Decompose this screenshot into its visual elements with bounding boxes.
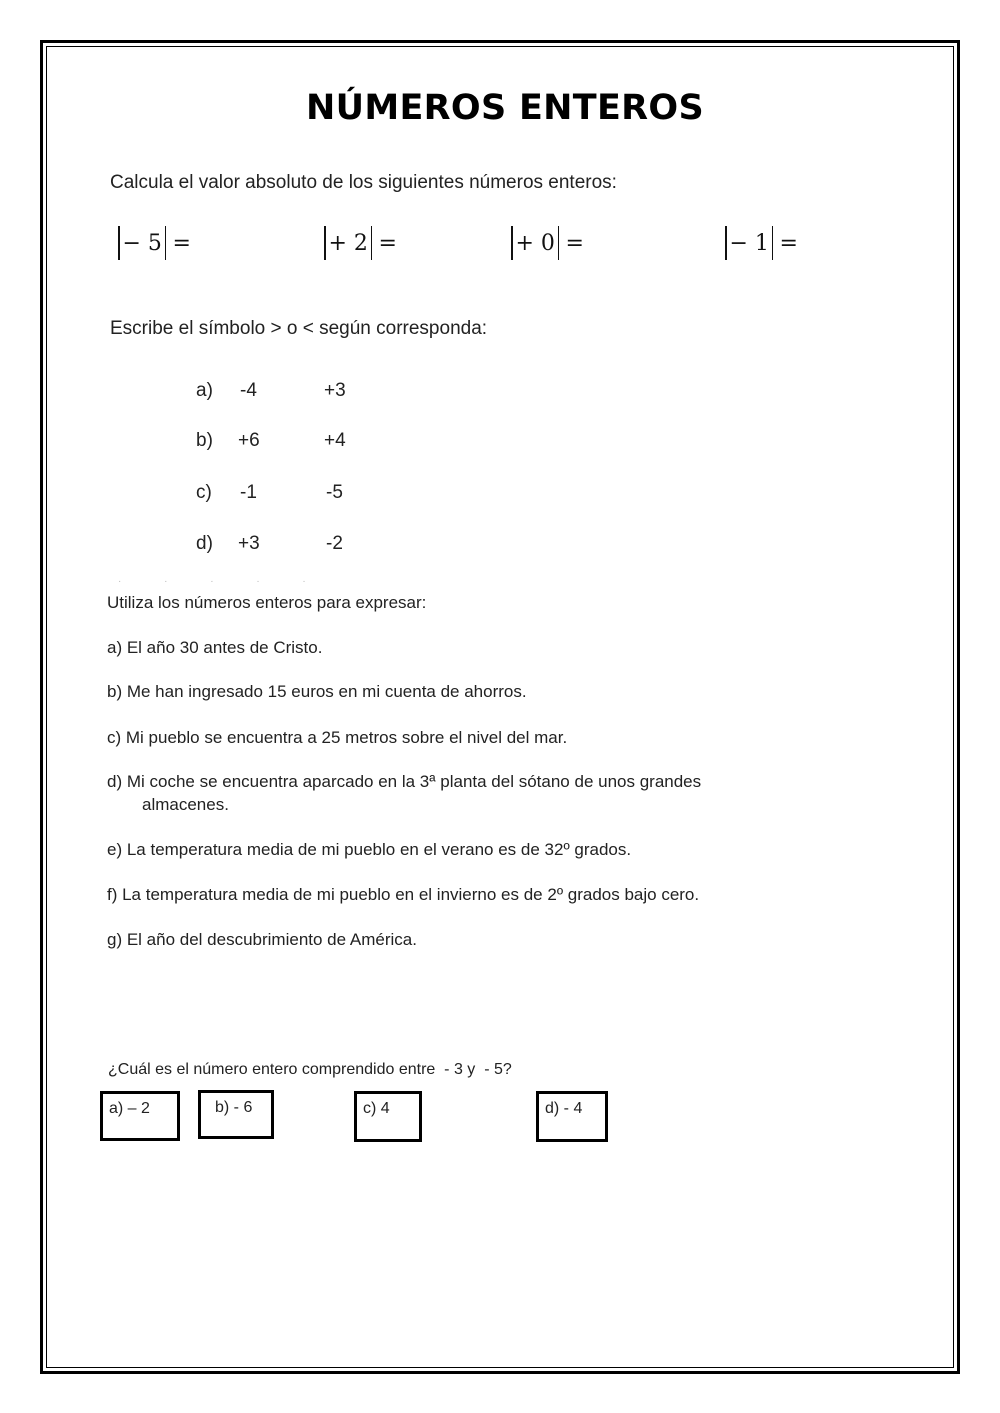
option-d-box[interactable]	[536, 1091, 608, 1142]
compare-right-number: +4	[324, 430, 346, 451]
express-item: d) Mi coche se encuentra aparcado en la 3ª planta del sótano de unos grandes	[107, 772, 702, 791]
express-item: f) La temperatura media de mi pueblo en el invierno es de 2º grados bajo cero.	[107, 885, 700, 904]
scan-artifact: · · · · ·	[118, 576, 326, 587]
express-item: c) Mi pueblo se encuentra a 25 metros sobre el nivel del mar.	[107, 728, 568, 747]
abs-value: + 2	[328, 230, 368, 256]
option-a-box[interactable]	[100, 1091, 180, 1141]
express-item: e) La temperatura media de mi pueblo en el verano es de 32º grados.	[107, 840, 632, 859]
abs-value: − 5	[122, 230, 162, 256]
abs-bar-right	[772, 226, 774, 260]
equals-sign: =	[779, 230, 798, 256]
option-c-box[interactable]	[354, 1091, 422, 1142]
abs-expression-1	[118, 226, 191, 260]
compare-right-number: +3	[324, 380, 346, 401]
compare-label: d)	[196, 533, 213, 554]
express-instruction: Utiliza los números enteros para expresar:	[107, 593, 427, 612]
abs-value: + 0	[515, 230, 555, 256]
option-a-label: a) – 2	[109, 1100, 150, 1117]
compare-left-number: -4	[240, 380, 257, 401]
option-c-label: c) 4	[363, 1100, 390, 1117]
compare-left-number: +3	[238, 533, 260, 554]
abs-expression-2	[324, 226, 397, 260]
option-b-box[interactable]	[198, 1090, 274, 1139]
express-item: g) El año del descubrimiento de América.	[107, 930, 417, 949]
abs-expression-4	[725, 226, 798, 260]
compare-right-number: -5	[326, 482, 343, 503]
page-title: NÚMEROS ENTEROS	[306, 88, 704, 128]
compare-left-number: -1	[240, 482, 257, 503]
express-item: a) El año 30 antes de Cristo.	[107, 638, 323, 657]
abs-bar-right	[165, 226, 167, 260]
compare-right-number: -2	[326, 533, 343, 554]
equals-sign: =	[172, 230, 191, 256]
abs-value-instruction: Calcula el valor absoluto de los siguientes números enteros:	[110, 172, 617, 193]
multiple-choice-question: ¿Cuál es el número entero comprendido entre - 3 y - 5?	[108, 1061, 512, 1078]
compare-instruction: Escribe el símbolo > o < según corresponda:	[110, 318, 488, 339]
compare-label: a)	[196, 380, 213, 401]
option-d-label: d) - 4	[545, 1100, 583, 1117]
express-item-continuation: almacenes.	[142, 795, 229, 814]
compare-label: c)	[196, 482, 212, 503]
abs-bar-right	[371, 226, 373, 260]
express-item: b) Me han ingresado 15 euros en mi cuenta de ahorros.	[107, 682, 527, 701]
compare-left-number: +6	[238, 430, 260, 451]
abs-expression-3	[511, 226, 584, 260]
compare-label: b)	[196, 430, 213, 451]
option-b-label: b) - 6	[215, 1099, 253, 1116]
equals-sign: =	[565, 230, 584, 256]
abs-bar-right	[558, 226, 560, 260]
equals-sign: =	[378, 230, 397, 256]
abs-value: − 1	[729, 230, 769, 256]
